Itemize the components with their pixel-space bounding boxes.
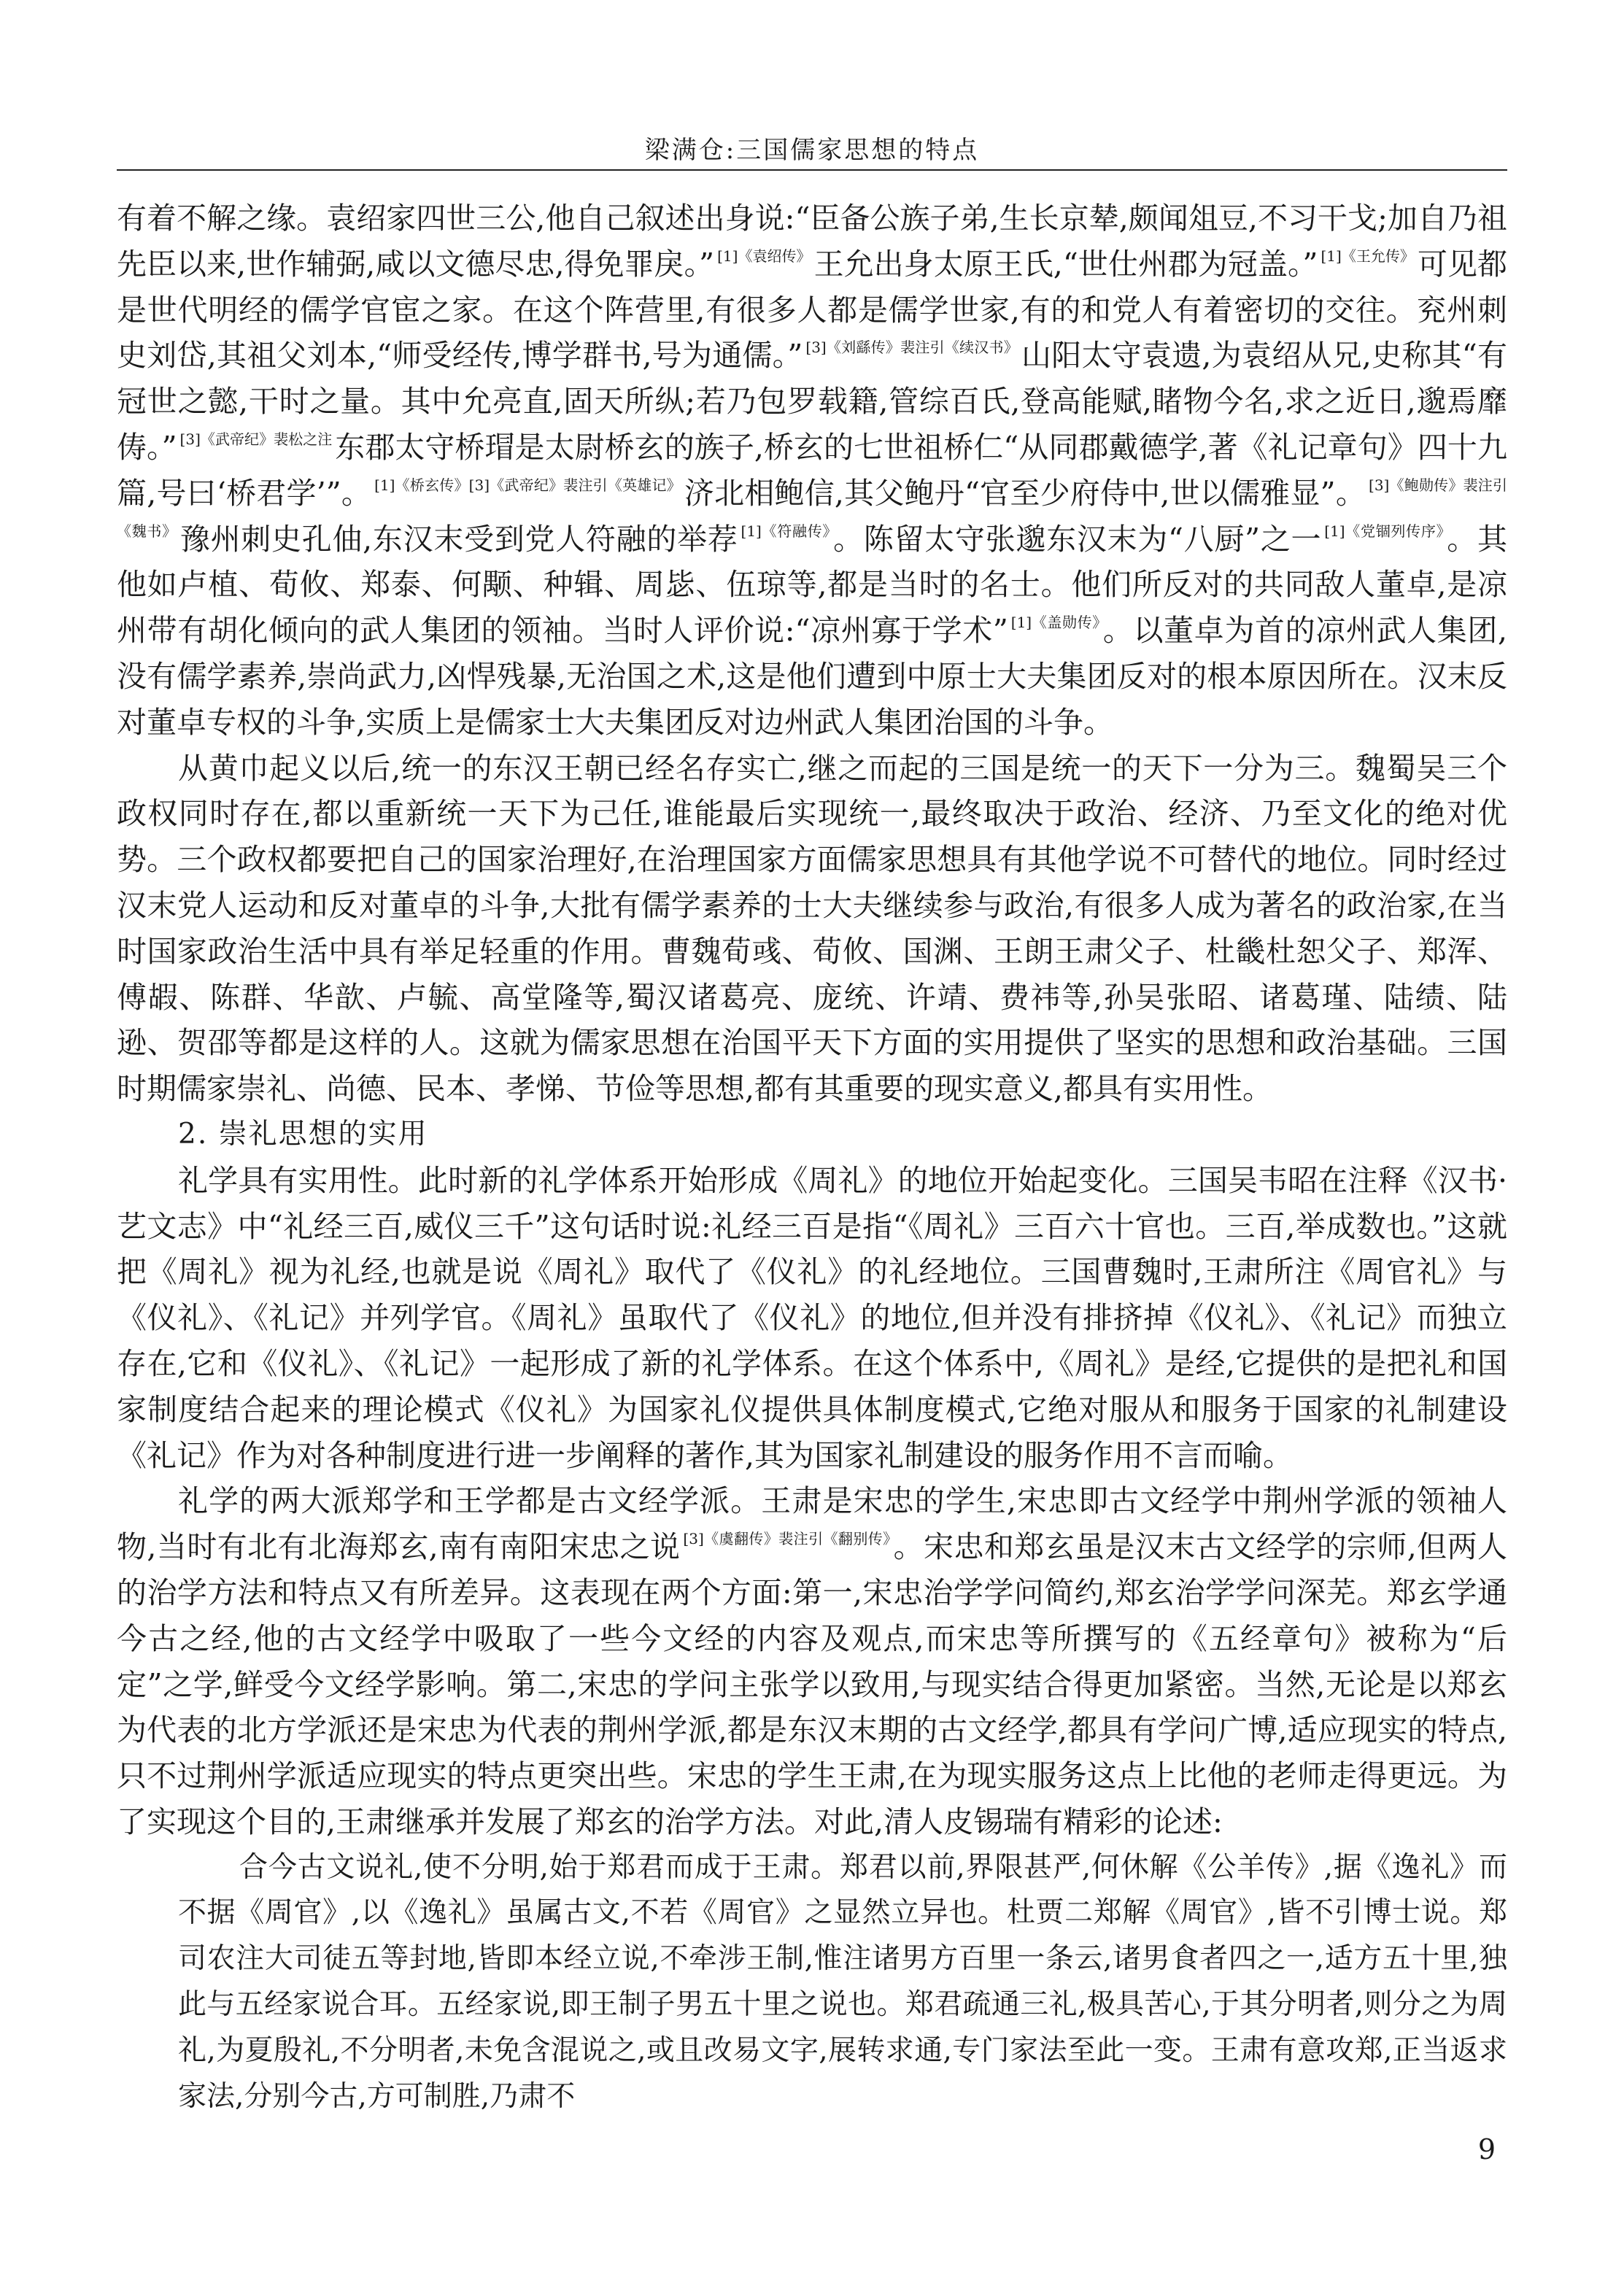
text-run: 。宋忠和郑玄虽是汉末古文经学的宗师,但两人的治学方法和特点又有所差异。这表现在两个方面:第一,宋忠治学学问简约,郑玄治学学问深芜。郑玄学通今古之经,他的古文经学中吸取了一些今文经的内容及观点,而宋忠等所撰写的《五经章句》被称为“后定”之学,鲜受今文经学影响。第二,宋忠的学问主张学以致用,与现实结合得更加紧密。当然,无论是以郑玄为代表的北方学派还是宋忠为代表的荆州学派,都是东汉末期的古文经学,都具有学问广博,适应现实的特点,只不过荆州学派适应现实的特点更突出些。宋忠的学生王肃,在为现实服务这点上比他的老师走得更远。为了实现这个目的,王肃继承并发展了郑玄的治学方法。对此,清人皮锡瑞有精彩的论述: — [117, 1529, 1507, 1839]
citation-note: [3]《鲍勋传》裴注引《魏书》 — [117, 476, 1508, 540]
text-run: 礼学具有实用性。此时新的礼学体系开始形成《周礼》的地位开始起变化。三国吴韦昭在注释《汉书·艺文志》中“礼经三百,威仪三千”这句话时说:礼经三百是指“《周礼》三百六十官也。三百,举成数也。”这就把《周礼》视为礼经,也就是说《周礼》取代了《仪礼》的礼经地位。三国曹魏时,王肃所注《周官礼》与《仪礼》、《礼记》并列学官。《周礼》虽取代了《仪礼》的地位,但并没有排挤掉《仪礼》、《礼记》而独立存在,它和《仪礼》、《礼记》一起形成了新的礼学体系。在这个体系中,《周礼》是经,它提供的是把礼和国家制度结合起来的理论模式《仪礼》为国家礼仪提供具体制度模式,它绝对服从和服务于国家的礼制建设《礼记》作为对各种制度进行进一步阐释的著作,其为国家礼制建设的服务作用不言而喻。 — [117, 1162, 1507, 1473]
text-run: 豫州刺史孔伷,东汉末受到党人符融的举荐 — [179, 521, 738, 557]
citation-note: [3]《虞翻传》裴注引《翻别传》 — [683, 1530, 891, 1548]
text-run: 从黄巾起义以后,统一的东汉王朝已经名存实亡,继之而起的三国是统一的天下一分为三。魏蜀吴三个政权同时存在,都以重新统一天下为己任,谁能最后实现统一,最终取决于政治、经济、乃至文化的绝对优势。三个政权都要把自己的国家治理好,在治理国家方面儒家思想具有其他学说不可替代的地位。同时经过汉末党人运动和反对董卓的斗争,大批有儒学素养的士大夫继续参与政治,有很多人成为著名的政治家,在当时国家政治生活中具有举足轻重的作用。曹魏荀彧、荀攸、国渊、王朗王肃父子、杜畿杜恕父子、郑浑、傅嘏、陈群、华歆、卢毓、高堂隆等,蜀汉诸葛亮、庞统、许靖、费祎等,孙吴张昭、诸葛瑾、陆绩、陆逊、贺邵等都是这样的人。这就为儒家思想在治国平天下方面的实用提供了坚实的思想和政治基础。三国时期儒家崇礼、尚德、民本、孝悌、节俭等思想,都有其重要的现实意义,都具有实用性。 — [117, 750, 1507, 1107]
text-run: 。其他如卢植、荀攸、郑泰、何颙、种辑、周毖、伍琼等,都是当时的名士。他们所反对的共同敌人董卓,是凉州带有胡化倾向的武人集团的领袖。当时人评价说:“凉州寡于学术” — [117, 521, 1508, 649]
text-run: 山阳太守袁遗,为袁绍从兄,史称其“有冠世之懿,干时之量。其中允亮直,固天所纵;若乃包罗载籍,管综百氏,登高能赋,睹物今名,求之近日,邈焉靡俦。” — [117, 338, 1507, 465]
text-run: 可见都是世代明经的儒学官宦之家。在这个阵营里,有很多人都是儒学世家,有的和党人有着密切的交往。兖州刺史刘岱,其祖父刘本,“师受经传,博学群书,号为通儒。” — [117, 246, 1508, 374]
citation-note: [1]《符融传》 — [741, 522, 831, 540]
article-body — [117, 196, 1507, 2119]
text-run: 。陈留太守张邈东汉末为“八厨”之一 — [833, 521, 1322, 557]
block-quote: 合今古文说礼,使不分明,始于郑君而成于王肃。郑君以前,界限甚严,何休解《公羊传》,据《逸礼》而不据《周官》,以《逸礼》虽属古文,不若《周官》之显然立异也。杜贾二郑解《周官》,皆不引博士说。郑司农注大司徒五等封地,皆即本经立说,不牵涉王制,惟注诸男方百里一条云,诸男食者四之一,适方五十里,独此与五经家说合耳。五经家说,即王制子男五十里之说也。郑君疏通三礼,极具苦心,于其分明者,则分之为周礼,为夏殷礼,不分明者,未免含混说之,或且改易文字,展转求通,专门家法至此一变。王肃有意攻郑,正当返求家法,分别今古,方可制胜,乃肃不 — [178, 1850, 1507, 2113]
citation-note: [3]《刘繇传》裴注引《续汉书》 — [805, 339, 1018, 357]
paragraph-3 — [117, 1158, 1507, 1479]
running-head-title: 梁满仓:三国儒家思想的特点 — [644, 136, 980, 165]
header-rule — [117, 169, 1507, 171]
paragraph-4 — [117, 1478, 1507, 1844]
text-run: 济北相鲍信,其父鲍丹“官至少府侍中,世以儒雅显”。 — [684, 475, 1366, 511]
section-heading: 2. 崇礼思想的实用 — [178, 1117, 428, 1151]
paragraph-1 — [117, 196, 1507, 746]
text-run: 有着不解之缘。袁绍家四世三公,他自己叙述出身说:“臣备公族子弟,生长京辇,颇闻俎豆,不习干戈;加自乃祖先臣以来,世作辅弼,咸以文德尽忠,得免罪戾。” — [117, 201, 1507, 282]
citation-note: [1]《盖勋传》 — [1010, 614, 1100, 632]
citation-note: [1]《王允传》 — [1321, 247, 1415, 265]
text-run: 王允出身太原王氏,“世仕州郡为冠盖。” — [813, 246, 1318, 282]
citation-note: [1]《桥玄传》[3]《武帝纪》裴注引《英雄记》 — [374, 476, 681, 494]
paragraph-2 — [117, 746, 1507, 1112]
page-number: 9 — [1477, 2133, 1496, 2165]
text-run: 。以董卓为首的凉州武人集团,没有儒学素养,崇尚武力,凶悍残暴,无治国之术,这是他们遭到中原士大夫集团反对的根本原因所在。汉末反对董卓专权的斗争,实质上是儒家士大夫集团反对边州武人集团治国的斗争。 — [117, 613, 1507, 740]
citation-note: [3]《武帝纪》裴松之注 — [179, 430, 333, 448]
citation-note: [1]《袁绍传》 — [717, 247, 811, 265]
text-run: 礼学的两大派郑学和王学都是古文经学派。王肃是宋忠的学生,宋忠即古文经学中荆州学派的领袖人物,当时有北有北海郑玄,南有南阳宋忠之说 — [117, 1483, 1507, 1565]
text-run: 东郡太守桥瑁是太尉桥玄的族子,桥玄的七世祖桥仁“从同郡戴德学,著《礼记章句》四十九篇,号曰‘桥君学’”。 — [117, 429, 1507, 511]
citation-note: [1]《党锢列传序》 — [1324, 522, 1445, 540]
